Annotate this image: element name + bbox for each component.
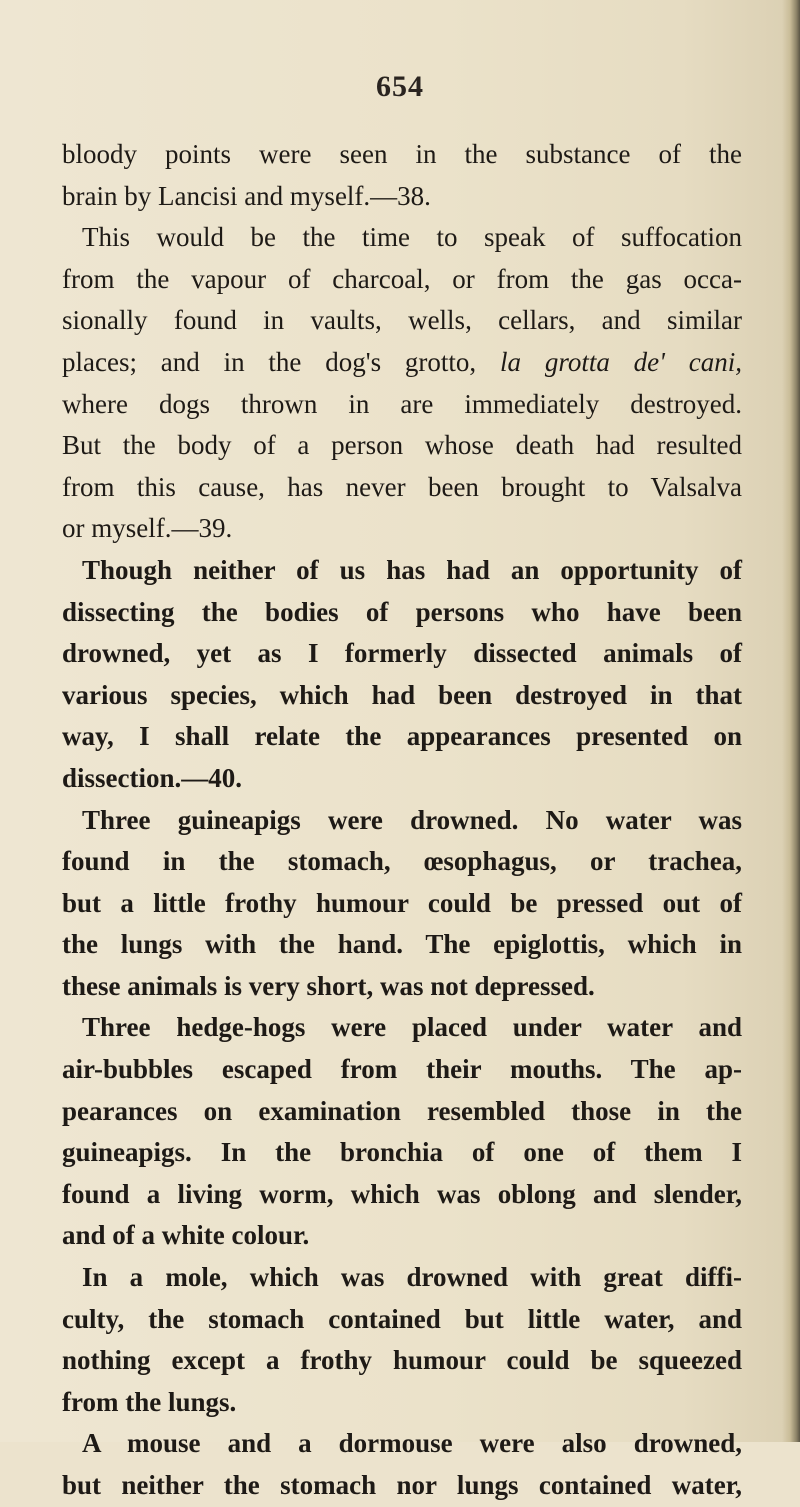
text-line: or myself.—39. bbox=[62, 513, 233, 544]
text-line: but a little frothy humour could be pressed out of bbox=[62, 887, 742, 918]
text-line: from the vapour of charcoal, or from the gas occa- bbox=[62, 263, 742, 294]
text-line: found in the stomach, œsophagus, or trachea, bbox=[62, 846, 742, 877]
text-line: but neither the stomach nor lungs contained water, bbox=[62, 1470, 742, 1500]
text-line: and of a white colour. bbox=[62, 1220, 310, 1251]
text-line: from the lungs. bbox=[62, 1386, 237, 1417]
text-line: found a living worm, which was oblong and slender, bbox=[62, 1178, 742, 1209]
text-line: sionally found in vaults, wells, cellars, and similar bbox=[62, 305, 742, 336]
text-line: Three guineapigs were drowned. No water was bbox=[82, 804, 742, 835]
italic-phrase: la grotta de' cani, bbox=[500, 346, 742, 377]
text-line bbox=[62, 342, 742, 384]
text-line: dissection.—40. bbox=[62, 762, 243, 793]
text-line: way, I shall relate the appearances presented on bbox=[62, 721, 742, 752]
text-line: Though neither of us has had an opportunity of bbox=[82, 554, 742, 585]
text-line: This would be the time to speak of suffocation bbox=[82, 222, 742, 253]
text-line: guineapigs. In the bronchia of one of them I bbox=[62, 1137, 742, 1168]
text-line: pearances on examination resembled those in the bbox=[62, 1095, 742, 1126]
text-segment: places; and in the dog's grotto, bbox=[62, 346, 477, 377]
text-line: But the body of a person whose death had resulted bbox=[62, 430, 742, 461]
text-line: nothing except a frothy humour could be squeezed bbox=[62, 1345, 742, 1376]
text-line: from this cause, has never been brought to Valsalva bbox=[62, 471, 742, 502]
text-line: the lungs with the hand. The epiglottis, which in bbox=[62, 929, 742, 960]
text-line: where dogs thrown in are immediately destroyed. bbox=[62, 388, 742, 419]
page-edge-shadow bbox=[782, 0, 800, 1442]
text-line: these animals is very short, was not depressed. bbox=[62, 970, 595, 1001]
text-line: bloody points were seen in the substance of the bbox=[62, 139, 742, 169]
text-line: dissecting the bodies of persons who have been bbox=[62, 596, 742, 627]
text-line: In a mole, which was drowned with great diffi- bbox=[82, 1262, 742, 1293]
text-line: drowned, yet as I formerly dissected animals of bbox=[62, 638, 742, 669]
text-line: brain by Lancisi and myself.—38. bbox=[62, 180, 431, 211]
text-line: A mouse and a dormouse were also drowned, bbox=[82, 1428, 742, 1459]
text-line: Three hedge-hogs were placed under water and bbox=[82, 1012, 742, 1043]
text-line: various species, which had been destroyed in that bbox=[62, 679, 742, 710]
text-line: air-bubbles escaped from their mouths. The ap- bbox=[62, 1054, 742, 1085]
text-line: culty, the stomach contained but little water, and bbox=[62, 1303, 742, 1334]
page-number: 654 bbox=[376, 70, 424, 103]
body-text bbox=[62, 134, 742, 1507]
